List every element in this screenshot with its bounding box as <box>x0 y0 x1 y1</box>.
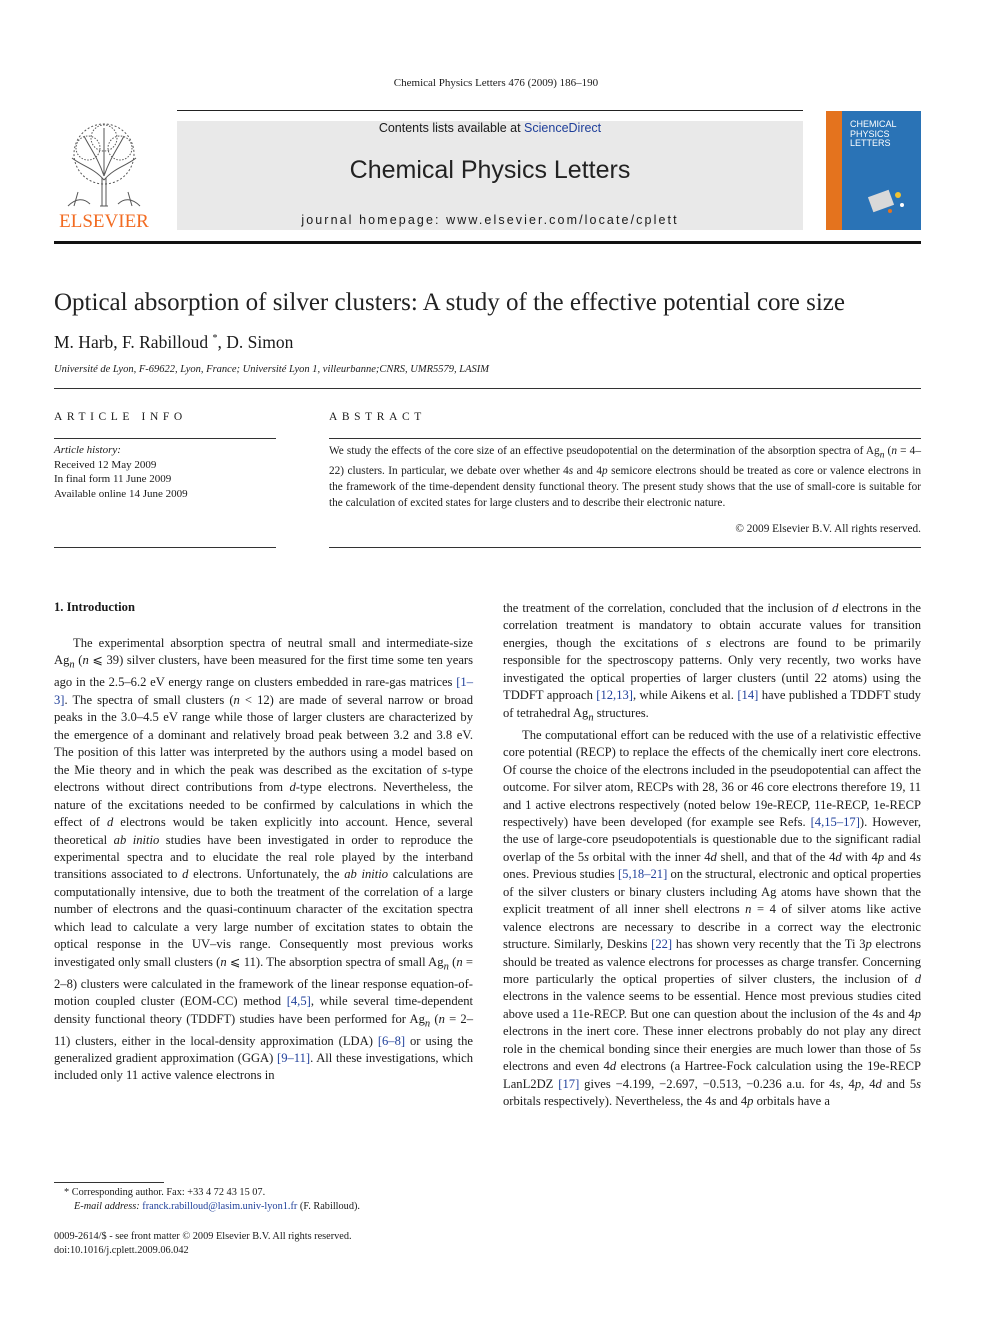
abstract-heading: ABSTRACT <box>329 411 426 423</box>
abstract-copyright: © 2009 Elsevier B.V. All rights reserved. <box>735 523 921 535</box>
cover-title: CHEMICAL PHYSICS LETTERS <box>850 119 897 148</box>
history-label: Article history: <box>54 444 121 456</box>
issn-line: 0009-2614/$ - see front matter © 2009 Elsevier B.V. All rights reserved. <box>54 1231 352 1242</box>
received-date: Received 12 May 2009 <box>54 458 157 471</box>
masthead-bottom-rule <box>54 241 921 244</box>
doi-line[interactable]: doi:10.1016/j.cplett.2009.06.042 <box>54 1245 189 1256</box>
article-info-heading: ARTICLE INFO <box>54 411 187 423</box>
article-info-rule-top <box>54 438 276 439</box>
abstract-rule-top <box>329 438 921 439</box>
masthead-top-rule <box>177 110 803 111</box>
authors-last: , D. Simon <box>217 332 294 352</box>
footnote-corresponding: * Corresponding author. Fax: +33 4 72 43 15 07. <box>64 1187 266 1198</box>
section-title-introduction: 1. Introduction <box>54 600 135 614</box>
article-title: Optical absorption of silver clusters: A study of the effective potential core size <box>54 289 845 316</box>
abstract-text: We study the effects of the core size of an effective pseudopotential on the determination of the absorption spectra of $Ag_n$ (n = 4–22) clusters. In particular, we debate over whether 4s and 4p semicore electrons should be treated as core or valence electrons in the framework of the time-dependent density functional theory. The present study shows that the use of small-core is suitable for the calculation of excited states for large clusters and to describe their electronic nature. <box>329 445 921 509</box>
journal-name: Chemical Physics Letters <box>349 156 631 184</box>
journal-cover-thumbnail[interactable] <box>826 111 921 230</box>
article-info-rule-bottom <box>54 547 276 548</box>
contents-line <box>177 121 803 135</box>
author-list <box>54 332 293 353</box>
front-matter <box>54 1230 473 1258</box>
footnote-email: E-mail address: franck.rabilloud@lasim.univ-lyon1.fr (F. Rabilloud). <box>74 1201 360 1212</box>
running-head: Chemical Physics Letters 476 (2009) 186–190 <box>393 77 599 89</box>
abstract-rule-bottom <box>329 547 921 548</box>
affiliation: Université de Lyon, F-69622, Lyon, France; Université Lyon 1, villeurbanne;CNRS, UMR5579, LASIM <box>54 364 490 375</box>
article-history <box>54 443 276 501</box>
body-column-left: The experimental absorption spectra of neutral small and intermediate-size $Ag_n$ (n ⩽ 39) silver clusters, have been measured for the first time some ten years ago in the 2.5–6.2 eV energy range on clusters embedded in rare-gas matrices [1–3]. The spectra of small clusters (n < 12) are made of several narrow or broad peaks in the 3.0–4.5 eV range while those of larger clusters are characterized by the emergence of a dominant and relatively broad peak between 3.2 and 3.8 eV. The position of this latter was interpreted by the authors using a model based on the Mie theory and in which the peak was described as the excitation of s-type electrons without direct contributions from d-type electrons. Nevertheless, the nature of the excitations needed to be confirmed by calculations in which the effect of d electrons would be taken explicitly into account. Hence, several theoretical ab initio studies have been investigated in order to reproduce the experimental spectra and to elucidate the real role played by the interband transitions associated to d electrons. Unfortunately, the ab initio calculations are computationally intensive, due to both the treatment of the correlation of a large number of electrons and the quasi-continuum character of the excitation spectra which lead to calculate a very large number of excitation states to obtain the optical response in the UV–vis range. Consequently most previous works investigated only small clusters (n ⩽ 11). The absorption spectra of small $Ag_n$ (n = 2–8) clusters were calculated in the framework of the linear response equation-of-motion coupled cluster (EOM-CC) method [4,5], while several time-dependent density functional theory (TDDFT) studies have been performed for $Ag_n$ (n = 2–11) clusters, either in the local-density approximation (LDA) [6–8] or using the generalized gradient approximation (GGA) [9–11]. All these investigations, which included only 11 active valence electrons in <box>54 636 474 1083</box>
online-date: Available online 14 June 2009 <box>54 487 188 500</box>
corresponding-footnote <box>54 1186 473 1214</box>
affiliation-rule <box>54 388 921 389</box>
authors-first: M. Harb, F. Rabilloud <box>54 332 213 352</box>
sciencedirect-link[interactable]: ScienceDirect <box>524 121 602 135</box>
contents-prefix: Contents lists available at <box>378 121 525 135</box>
author-email-link[interactable]: franck.rabilloud@lasim.univ-lyon1.fr <box>142 1201 298 1212</box>
cover-graphic-icon <box>862 181 912 221</box>
cover-band <box>826 111 842 230</box>
final-form-date: In final form 11 June 2009 <box>54 473 172 486</box>
corresponding-mark[interactable]: * <box>212 333 218 345</box>
journal-homepage[interactable]: journal homepage: www.elsevier.com/locate/cplett <box>301 213 679 227</box>
body-column-right: the treatment of the correlation, concluded that the inclusion of d electrons in the correlation treatment is mandatory to obtain accurate values for transition energies, though the excitations of s electrons are found to be primarily responsible for the spectroscopy patterns. Only very recently, two works have investigated the optical properties of larger clusters (until 22 atoms) using the TDDFT approach [12,13], while Aikens et al. [14] have published a TDDFT study of tetrahedral $Ag_n$ structures. The computational effort can be reduced with the use of a relativistic effective core potential (RECP) to replace the effects of the chemically inert core electrons. Of course the choice of the electrons included in the pseudopotential can affect the outcome. For silver atom, RECPs with 28, 36 or 46 core electrons therefore 19, 11 and 1 active electrons respectively (noted below 19e-RECP, 11e-RECP, 1e-RECP respectively) have been developed (for example see Refs. [4,15–17]). However, the use of large-core pseudopotentials is questionable due to the significant radial overlap of the 5s orbital with the inner 4d shell, and that of the 4d with 4p and 4s ones. Previous studies [5,18–21] on the structural, electronic and optical properties of the silver clusters or binary clusters including Ag atoms have shown that the explicit treatment of all inner shell electrons n = 4 of silver atoms like active valence electrons are necessary to describe in a correct way the electronic structure. Similarly, Deskins [22] has shown very recently that the Ti 3p electrons should be treated as valence electrons for processes as charge transfer. Concerning more particularly the optical properties of silver clusters, the inclusion of d electrons in the valence seems to be essential. Hence most previous studies cited above used a 11e-RECP. But one can question about the inclusion of the 4s and 4p electrons in the inert core. These inner electrons probably do not play any direct role in the chemical bonding since their energies are much lower than those of 5s electrons and even 4d electrons (a Hartree-Fock calculation using the 19e-RECP LanL2DZ [17] gives −4.199, −2.697, −0.513, −0.236 a.u. for 4s, 4p, 4d and 5s orbitals respectively). Nevertheless, the 4s and 4p orbitals have a <box>503 601 922 1109</box>
elsevier-wordmark: ELSEVIER <box>59 211 149 232</box>
footnote-rule <box>54 1182 164 1183</box>
